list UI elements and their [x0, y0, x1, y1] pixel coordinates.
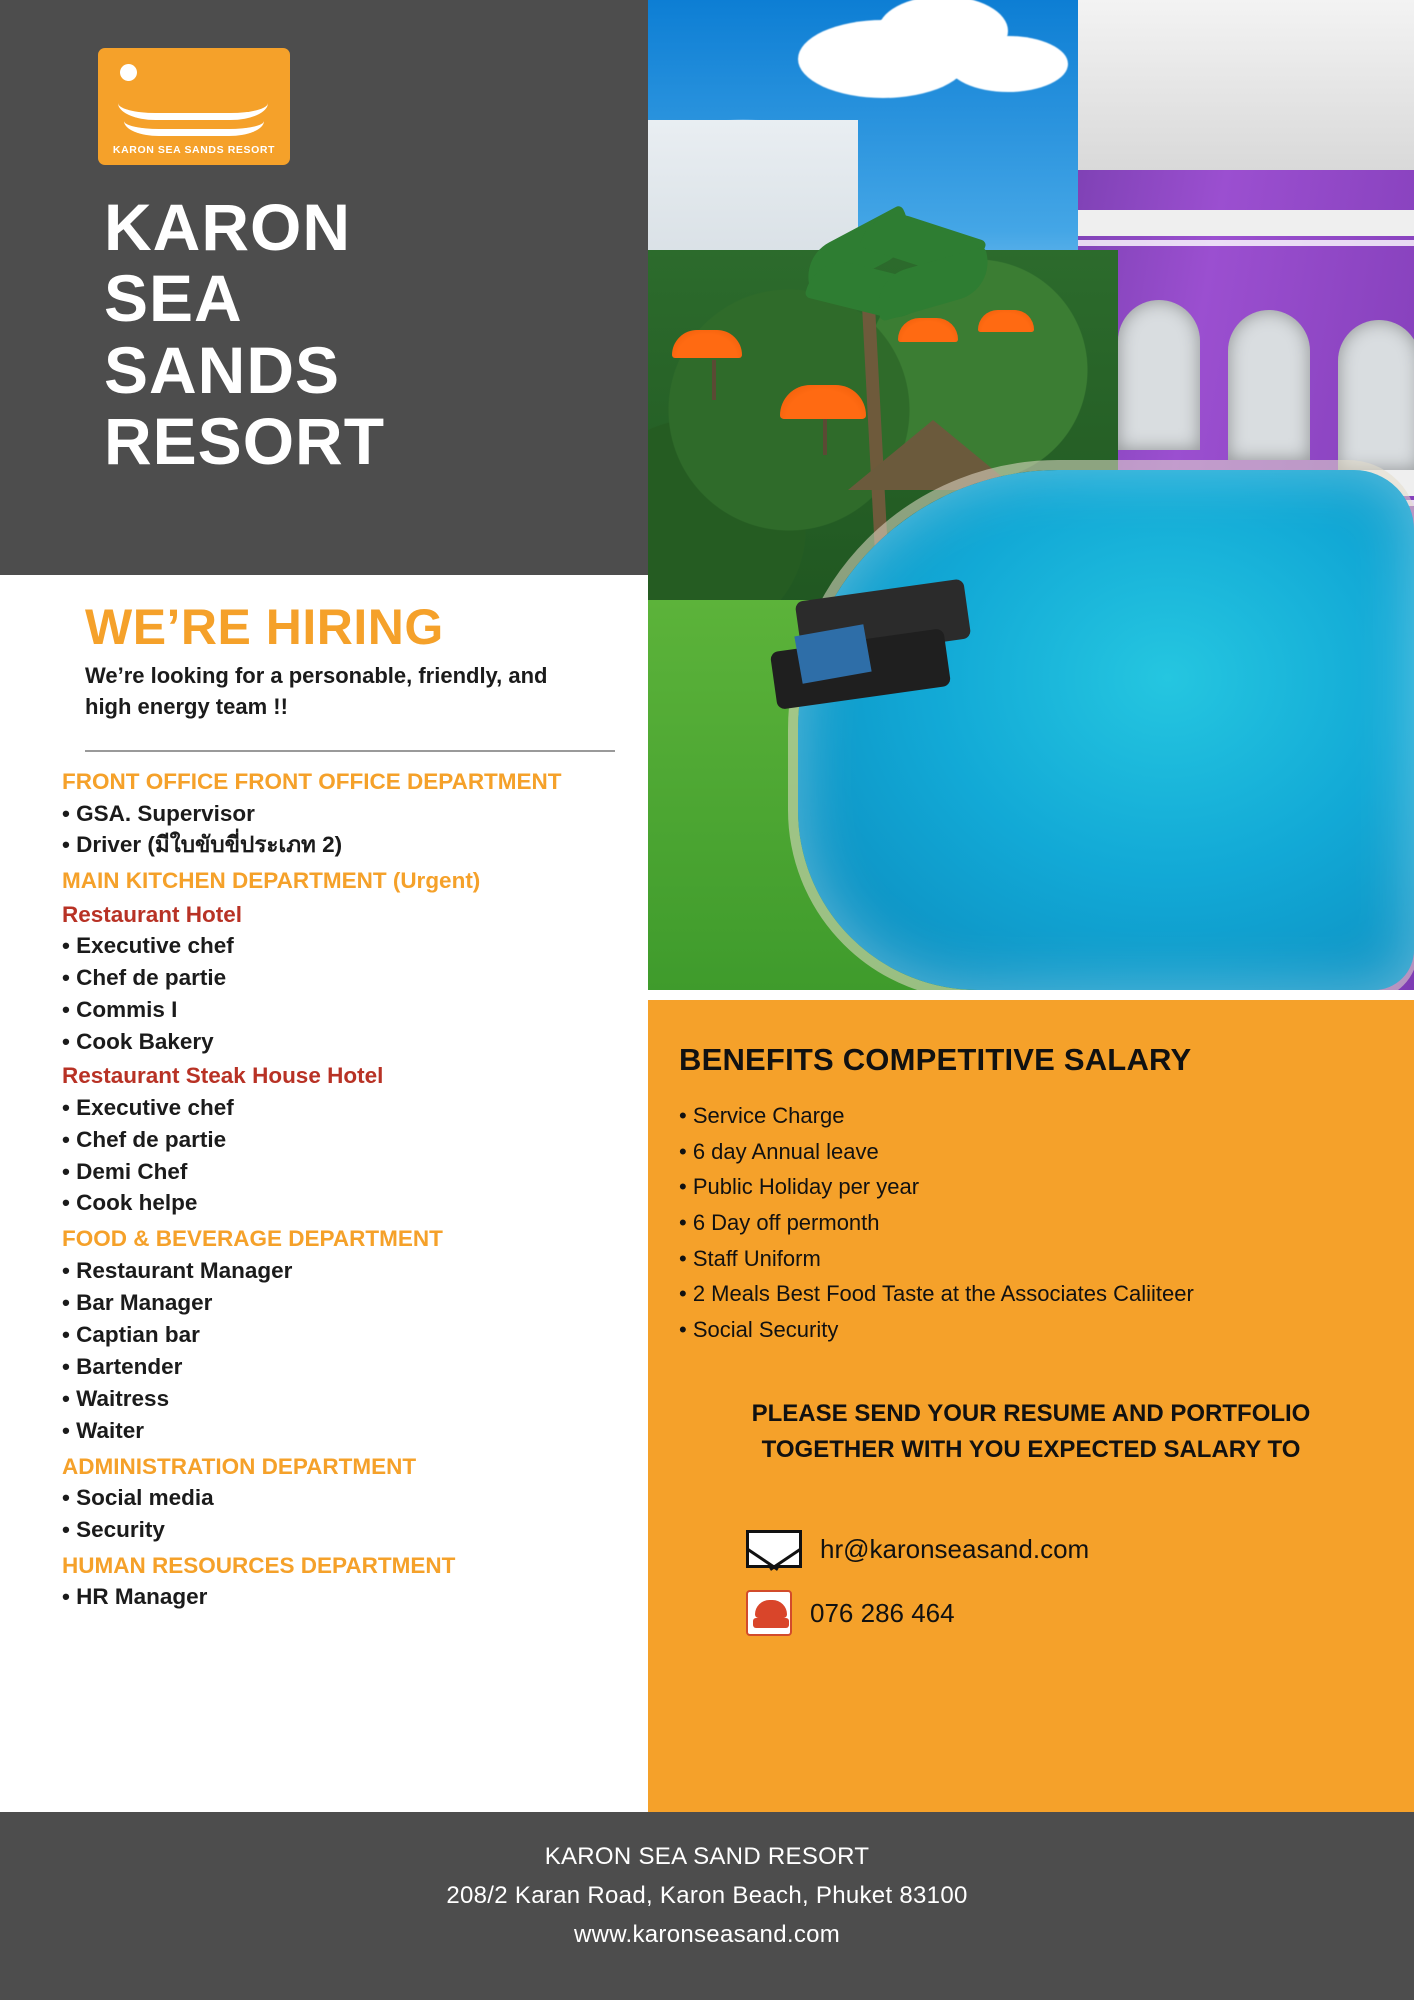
logo-wave-icon-2	[124, 106, 264, 136]
umbrella-pole	[823, 415, 827, 455]
header-block	[0, 0, 648, 575]
job-role: • GSA. Supervisor	[62, 800, 255, 826]
phone-number[interactable]: 076 286 464	[810, 1597, 955, 1628]
job-role: • Waiter	[62, 1417, 145, 1443]
job-subdepartment-heading: Restaurant Steak House Hotel	[62, 1063, 384, 1089]
job-listings	[62, 762, 637, 1613]
pool-umbrella	[672, 330, 742, 358]
swimming-pool	[798, 470, 1414, 990]
cloud	[948, 36, 1068, 92]
job-role: • Social media	[62, 1485, 214, 1510]
pool-umbrella	[978, 310, 1034, 332]
hiring-subtitle: We’re looking for a personable, friendly, and high energy team !!	[85, 663, 548, 720]
benefit-item: • Staff Uniform	[679, 1245, 821, 1271]
job-department-heading: HUMAN RESOURCES DEPARTMENT	[62, 1552, 456, 1578]
envelope-icon	[746, 1530, 802, 1568]
umbrella-pole	[712, 360, 716, 400]
job-department-heading: MAIN KITCHEN DEPARTMENT (Urgent)	[62, 868, 481, 894]
job-role: • Executive chef	[62, 1094, 234, 1120]
telephone-icon	[746, 1590, 792, 1636]
job-role: • Cook Bakery	[62, 1029, 214, 1055]
balcony-band	[1078, 210, 1414, 236]
benefits-panel	[648, 1000, 1414, 1812]
hotel-building-top	[1078, 0, 1414, 170]
job-role: • Bar Manager	[62, 1289, 213, 1315]
job-role: • Demi Chef	[62, 1158, 188, 1184]
brand-line-3: SANDS	[104, 332, 341, 407]
email-contact[interactable]	[746, 1530, 1089, 1568]
job-role: • Bartender	[62, 1353, 183, 1379]
job-department-heading: ADMINISTRATION DEPARTMENT	[62, 1453, 417, 1479]
benefit-item: • Public Holiday per year	[679, 1174, 920, 1200]
phone-contact[interactable]	[746, 1590, 955, 1636]
building-arch	[1228, 310, 1310, 460]
hiring-title: WE’RE HIRING	[85, 599, 444, 655]
job-role: • Restaurant Manager	[62, 1257, 293, 1283]
benefit-item: • 6 day Annual leave	[679, 1138, 879, 1164]
balcony-railing	[1078, 240, 1414, 246]
email-address[interactable]: hr@karonseasand.com	[820, 1533, 1090, 1564]
brand-line-2: SEA	[104, 261, 243, 336]
logo-caption: KARON SEA SANDS RESORT	[112, 144, 276, 156]
benefits-list	[679, 1098, 1389, 1347]
benefit-item: • Social Security	[679, 1316, 839, 1342]
brand-line-4: RESORT	[104, 403, 386, 478]
pool-umbrella	[780, 385, 866, 419]
footer	[0, 1812, 1414, 2000]
job-department-heading: FOOD & BEVERAGE DEPARTMENT	[62, 1226, 443, 1252]
resort-logo	[98, 48, 290, 165]
benefit-item: • Service Charge	[679, 1103, 845, 1128]
benefits-title: BENEFITS COMPETITIVE SALARY	[679, 1042, 1192, 1077]
job-role: • Cook helpe	[62, 1190, 198, 1216]
pool-umbrella	[898, 318, 958, 342]
job-role: • HR Manager	[62, 1584, 208, 1610]
brand-line-1: KARON	[104, 190, 351, 264]
resort-pool-photo	[648, 0, 1414, 990]
job-role: • Security	[62, 1516, 165, 1542]
job-role: • Waitress	[62, 1385, 170, 1411]
footer-resort-name: KARON SEA SAND RESORT	[544, 1843, 870, 1870]
job-role: • Captian bar	[62, 1321, 200, 1347]
building-arch	[1118, 300, 1200, 450]
benefit-item: • 6 Day off permonth	[679, 1209, 880, 1235]
job-role: • Commis I	[62, 997, 178, 1023]
job-role: • Chef de partie	[62, 965, 227, 991]
benefit-item: • 2 Meals Best Food Taste at the Associates Caliiteer	[679, 1281, 1194, 1307]
call-to-action: PLEASE SEND YOUR RESUME AND PORTFOLIO TOGETHER WITH YOU EXPECTED SALARY TO	[751, 1400, 1311, 1463]
divider	[85, 750, 615, 752]
job-subdepartment-heading: Restaurant Hotel	[62, 901, 243, 927]
logo-sun-icon	[120, 64, 137, 81]
brand-name	[104, 192, 385, 477]
job-role: • Executive chef	[62, 933, 234, 959]
footer-website[interactable]: www.karonseasand.com	[573, 1920, 841, 1948]
job-role: • Driver (มีใบขับขี่ประเภท 2)	[62, 832, 343, 858]
building-arch	[1338, 320, 1414, 470]
job-role: • Chef de partie	[62, 1126, 227, 1152]
footer-address: 208/2 Karan Road, Karon Beach, Phuket 83100	[446, 1881, 968, 1909]
job-department-heading: FRONT OFFICE FRONT OFFICE DEPARTMENT	[62, 769, 562, 794]
